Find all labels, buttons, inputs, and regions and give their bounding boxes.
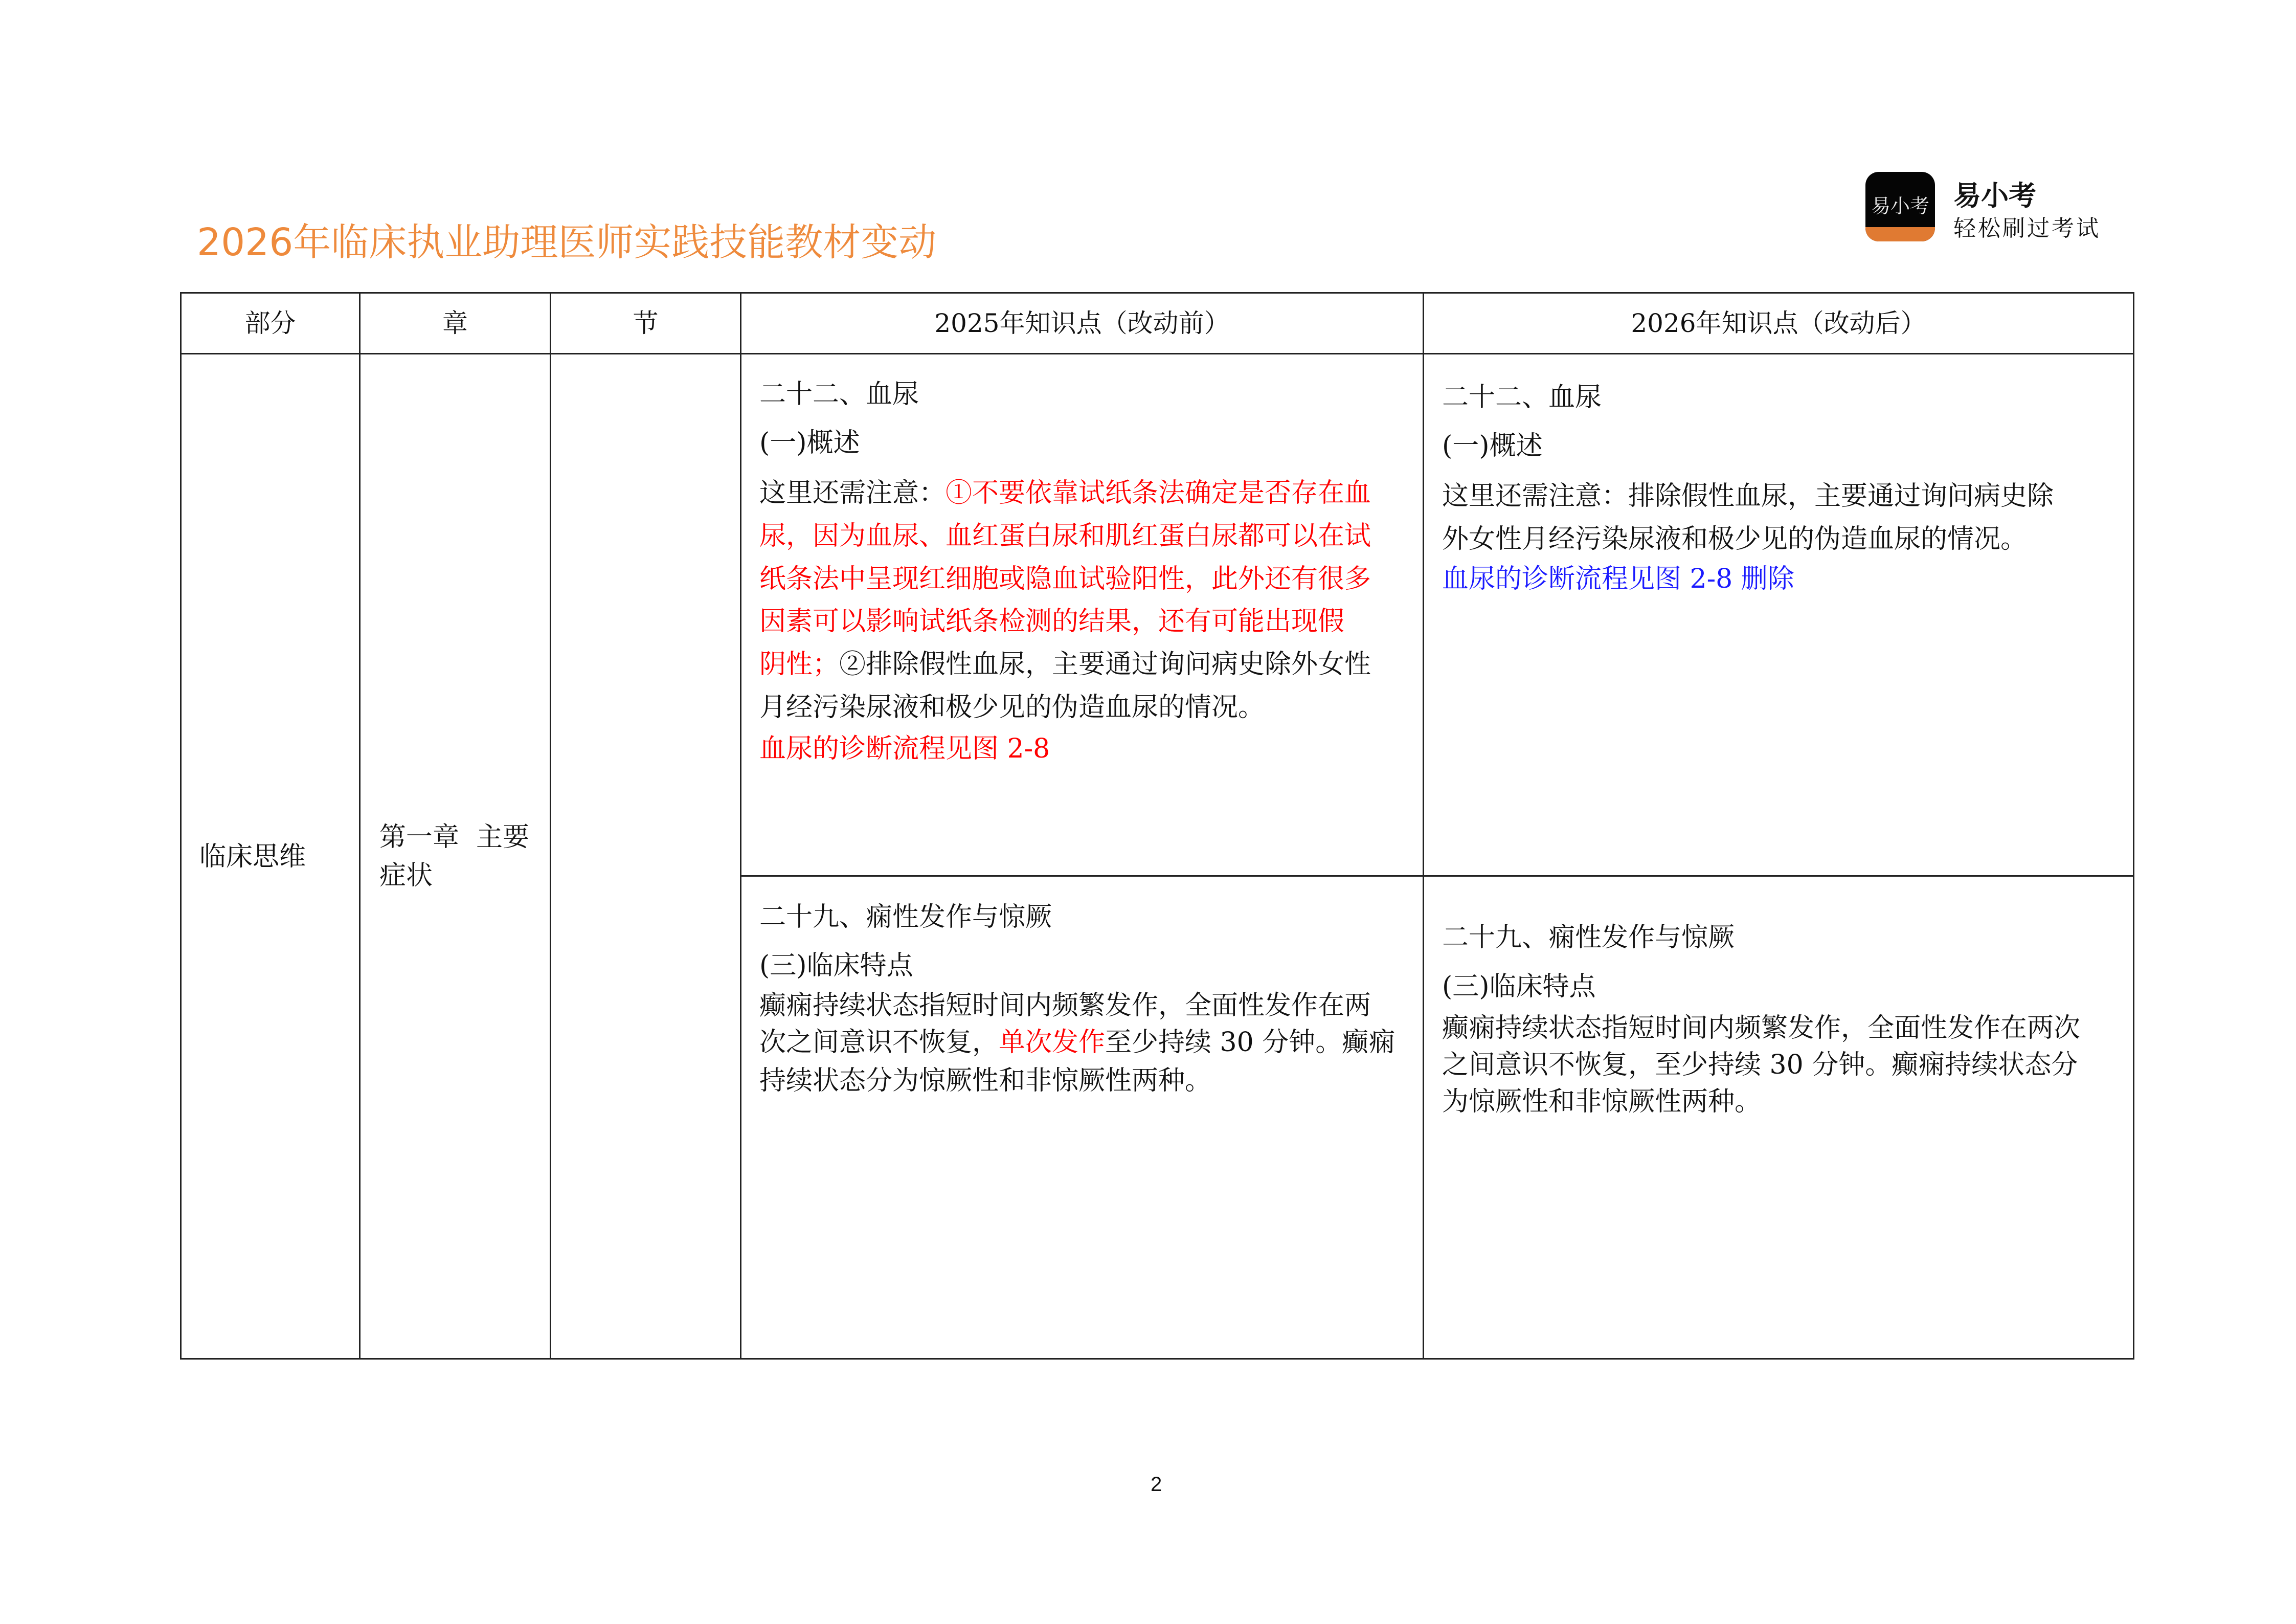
text-line [1442, 922, 1735, 953]
text-segment: 次之间意识不恢复， [759, 1027, 999, 1058]
chapter-cell-line: 症状 [379, 860, 433, 891]
col-divider [550, 292, 551, 1360]
highlighted-text-red: 纸条法中呈现红细胞或隐血试验阳性，此外还有很多 [759, 564, 1371, 594]
text-segment: 至少持续 30 分钟。癫痫 [1105, 1027, 1395, 1058]
text-line [1442, 971, 1596, 1002]
text-segment: (三)临床特点 [759, 950, 913, 981]
page-number: 2 [1151, 1473, 1162, 1496]
text-segment: 二十二、血尿 [759, 379, 919, 410]
header-after: 2026年知识点（改动后） [1631, 308, 1926, 338]
highlighted-text-red: ①不要依靠试纸条法确定是否存在血 [946, 478, 1371, 508]
text-segment: ②排除假性血尿，主要通过询问病史除外女性 [839, 649, 1371, 680]
header-chapter: 章 [442, 308, 468, 338]
col-divider [740, 292, 741, 1360]
text-line [759, 950, 913, 981]
text-line [1442, 481, 2054, 511]
text-line [759, 733, 1050, 764]
text-segment: 二十九、痫性发作与惊厥 [1442, 922, 1735, 953]
text-line [759, 478, 1371, 508]
text-segment: 之间意识不恢复，至少持续 30 分钟。癫痫持续状态分 [1442, 1050, 2078, 1080]
table-border-bottom [180, 1358, 2134, 1360]
text-line [1442, 564, 1794, 594]
text-segment: 二十二、血尿 [1442, 382, 1602, 413]
header-section: 节 [633, 308, 659, 338]
text-line [1442, 1050, 2078, 1080]
highlighted-text-red: 血尿的诊断流程见图 2-8 [759, 733, 1050, 764]
header-part: 部分 [244, 308, 296, 338]
text-line [759, 564, 1371, 594]
logo-slogan: 轻松刷过考试 [1953, 215, 2101, 241]
text-line [759, 521, 1371, 551]
header-divider [180, 353, 2134, 354]
text-line [1442, 431, 1543, 461]
text-line [759, 902, 1052, 932]
text-line [759, 379, 919, 410]
text-segment: 癫痫持续状态指短时间内频繁发作，全面性发作在两次 [1442, 1013, 2081, 1043]
highlighted-text-blue: 血尿的诊断流程见图 2-8 删除 [1442, 564, 1794, 594]
text-segment: 这里还需注意：排除假性血尿，主要通过询问病史除 [1442, 481, 2054, 511]
text-segment: (一)概述 [1442, 431, 1543, 461]
col-divider [359, 292, 361, 1360]
highlighted-text-red: 尿，因为血尿、血红蛋白尿和肌红蛋白尿都可以在试 [759, 521, 1371, 551]
text-line [1442, 382, 1602, 413]
logo-icon-bar [1865, 227, 1935, 241]
text-line [759, 649, 1371, 680]
text-line [759, 1027, 1395, 1058]
document-title: 2026年临床执业助理医师实践技能教材变动 [197, 220, 937, 264]
highlighted-text-red: 单次发作 [999, 1027, 1106, 1058]
text-line [759, 692, 1265, 723]
table-border-left [180, 292, 182, 1360]
highlighted-text-red: 因素可以影响试纸条检测的结果，还有可能出现假 [759, 606, 1345, 637]
text-segment: 二十九、痫性发作与惊厥 [759, 902, 1052, 932]
part-cell: 临床思维 [199, 841, 306, 872]
table-border-right [2133, 292, 2134, 1360]
text-segment: 月经污染尿液和极少见的伪造血尿的情况。 [759, 692, 1265, 723]
text-segment: 癫痫持续状态指短时间内频繁发作，全面性发作在两 [759, 990, 1371, 1021]
text-line [759, 428, 860, 458]
text-line [1442, 1086, 1761, 1117]
header-before: 2025年知识点（改动前） [934, 308, 1230, 338]
highlighted-text-red: 阴性； [759, 649, 840, 680]
text-segment: 这里还需注意： [759, 478, 946, 508]
text-segment: 持续状态分为惊厥性和非惊厥性两种。 [759, 1065, 1212, 1096]
text-segment: 外女性月经污染尿液和极少见的伪造血尿的情况。 [1442, 524, 2028, 554]
text-line [759, 990, 1371, 1021]
text-line [1442, 1013, 2080, 1043]
text-line [759, 1065, 1211, 1096]
row-divider [740, 875, 2134, 877]
text-segment: 为惊厥性和非惊厥性两种。 [1442, 1086, 1762, 1117]
text-line [759, 606, 1344, 637]
text-line [1442, 524, 2027, 554]
logo-name: 易小考 [1953, 180, 2036, 212]
text-segment: (一)概述 [759, 428, 860, 458]
logo-icon-text: 易小考 [1871, 195, 1929, 217]
table-border-top [180, 292, 2134, 294]
logo-icon [1865, 172, 1935, 241]
chapter-cell-line: 第一章 主要 [379, 822, 530, 853]
col-divider [1423, 292, 1424, 1360]
text-segment: (三)临床特点 [1442, 971, 1596, 1002]
